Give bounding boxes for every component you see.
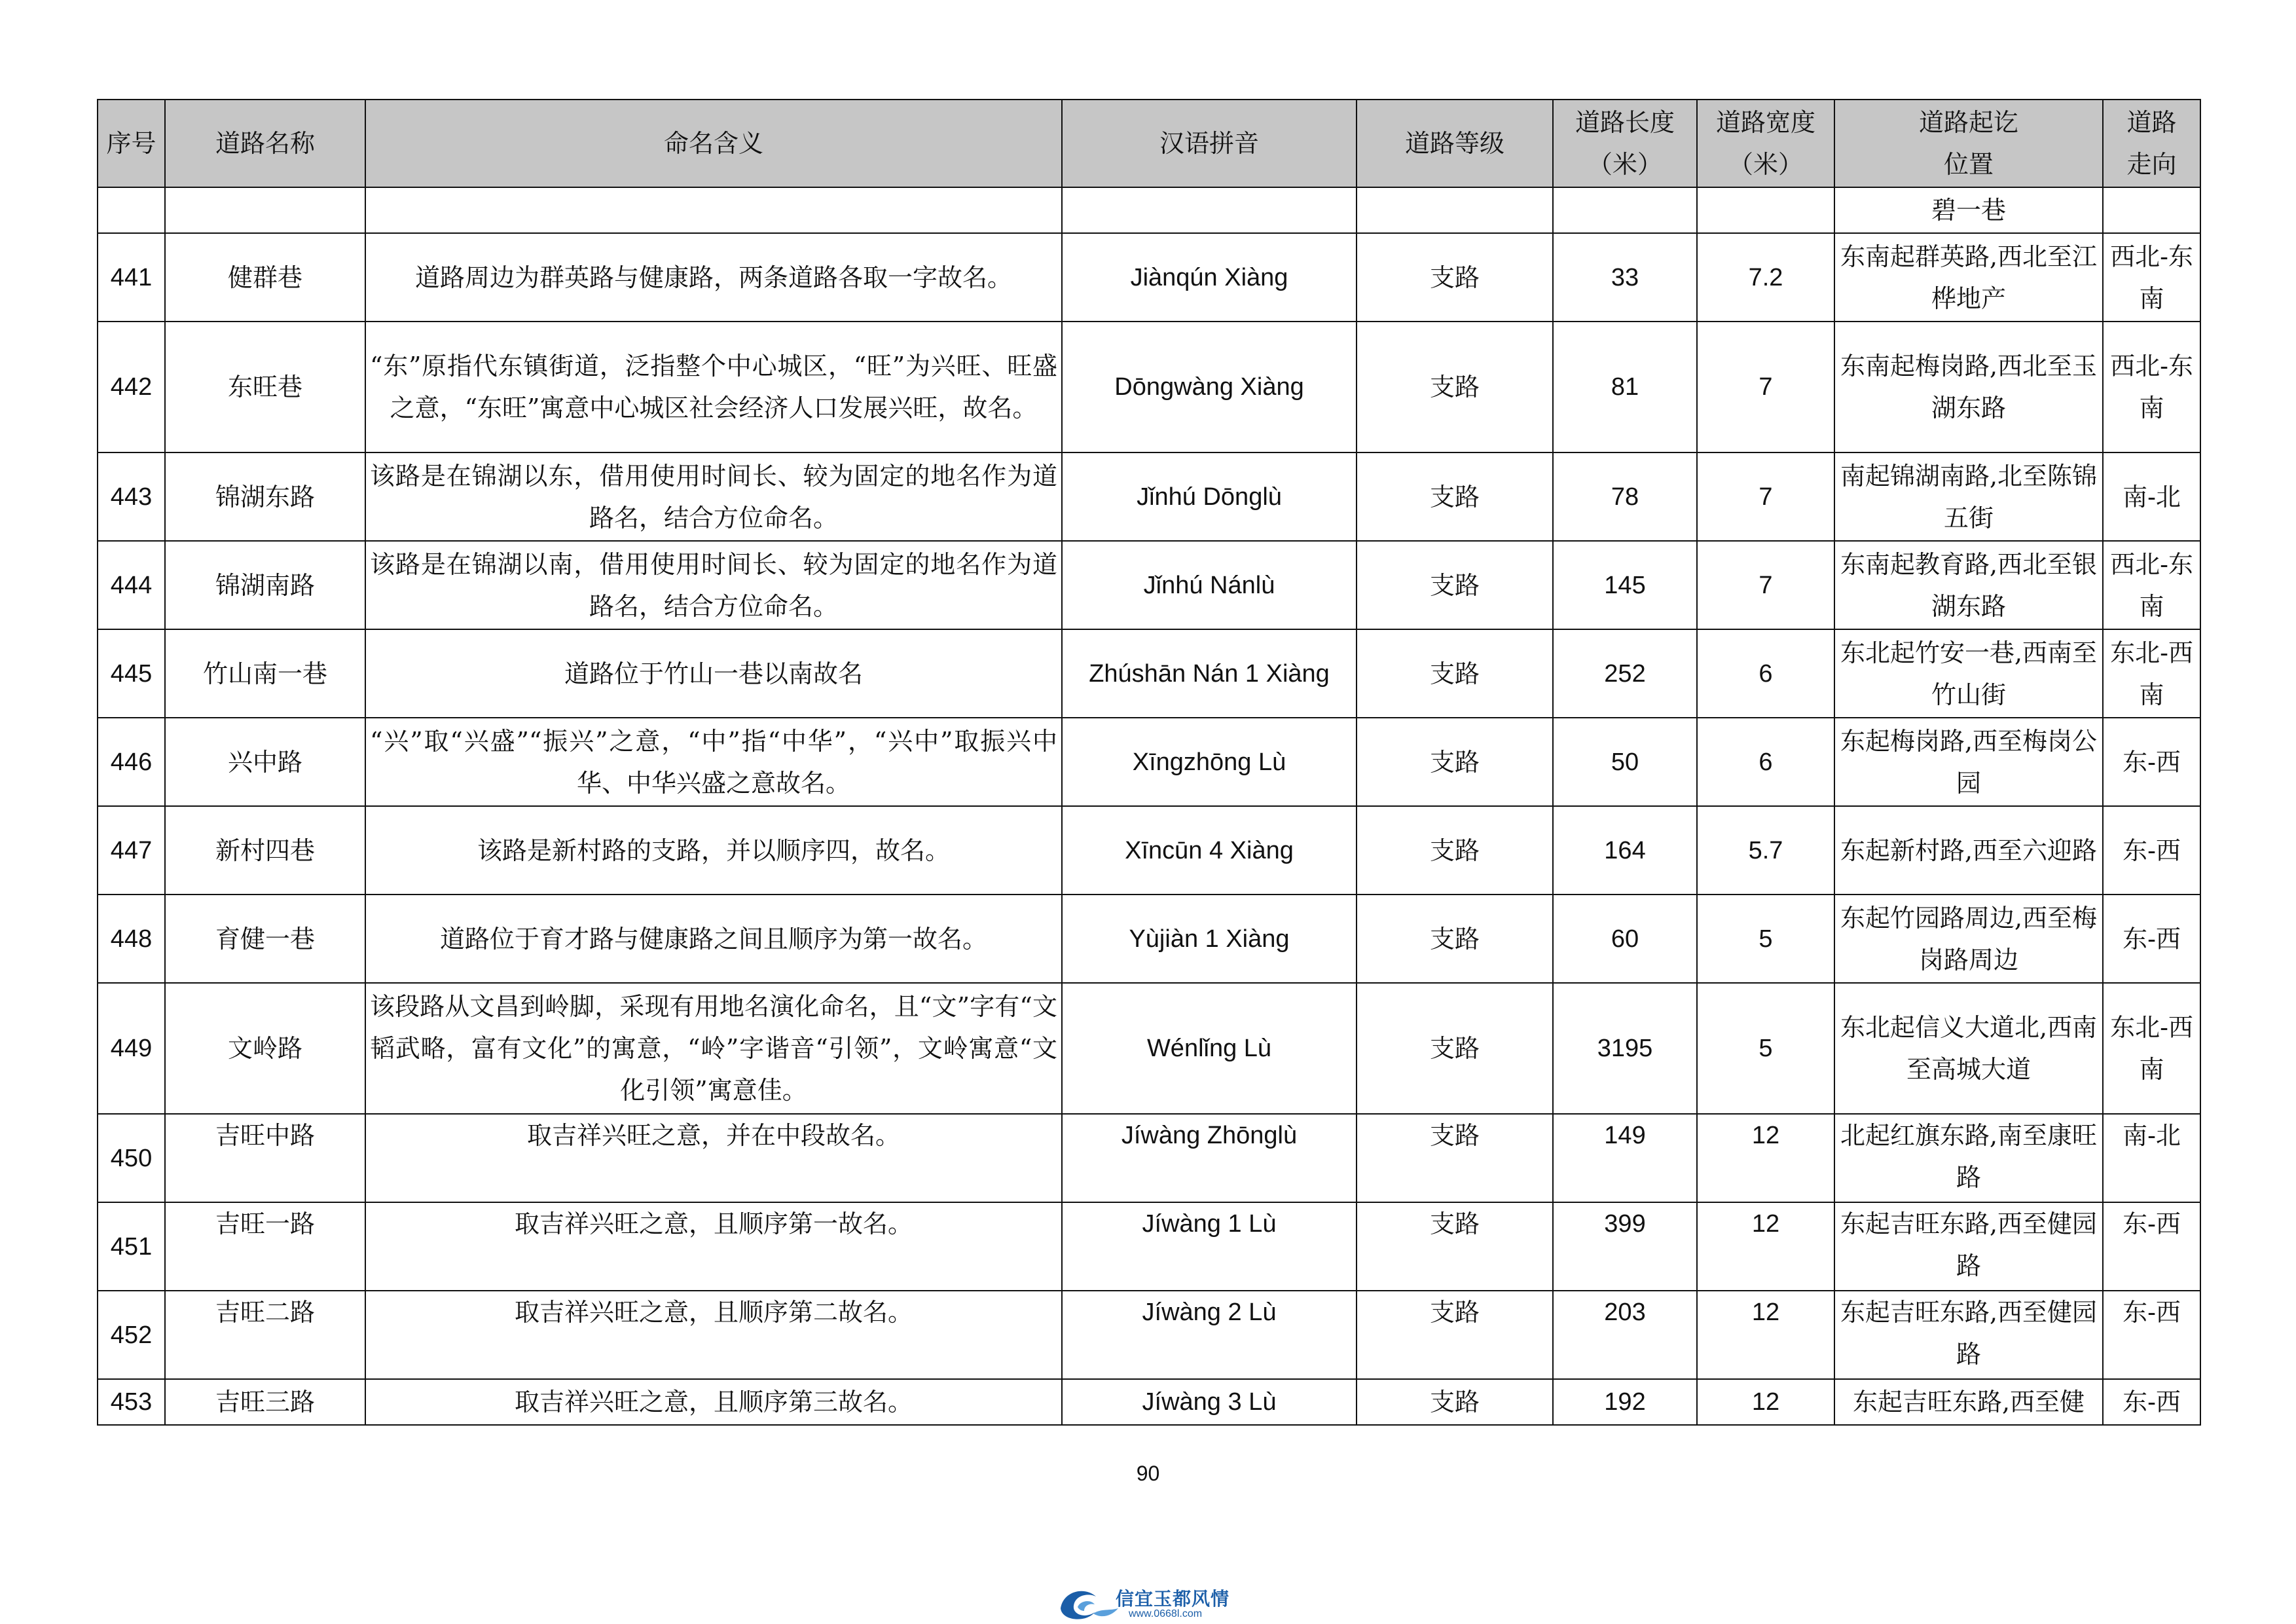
row-start-end: 东北起信义大道北,西南至高城大道	[1834, 983, 2103, 1114]
row-name: 育健一巷	[165, 895, 365, 983]
row-grade: 支路	[1357, 629, 1553, 718]
header-row	[98, 100, 2200, 187]
row-pinyin: Xīncūn 4 Xiàng	[1062, 806, 1357, 895]
header-meaning: 命名含义	[365, 100, 1062, 187]
table-cell	[165, 187, 365, 233]
row-grade: 支路	[1357, 233, 1553, 322]
row-grade: 支路	[1357, 1202, 1553, 1291]
continuation-start-cell: 碧一巷	[1834, 187, 2103, 233]
table-row	[98, 718, 2200, 806]
row-grade: 支路	[1357, 1114, 1553, 1202]
row-name: 锦湖东路	[165, 452, 365, 541]
row-start-end: 东南起群英路,西北至江桦地产	[1834, 233, 2103, 322]
table-row	[98, 452, 2200, 541]
row-grade: 支路	[1357, 1379, 1553, 1425]
row-pinyin: Jíwàng Zhōnglù	[1062, 1114, 1357, 1202]
row-width: 12	[1697, 1114, 1834, 1202]
header-direction	[2103, 100, 2200, 187]
row-start-end: 东南起教育路,西北至银湖东路	[1834, 541, 2103, 629]
row-index: 450	[98, 1114, 165, 1202]
table-row	[98, 1202, 2200, 1291]
row-pinyin: Zhúshān Nán 1 Xiàng	[1062, 629, 1357, 718]
header-grade: 道路等级	[1357, 100, 1553, 187]
row-direction: 东-西	[2103, 1379, 2200, 1425]
table-row	[98, 322, 2200, 452]
row-start-end: 东起梅岗路,西至梅岗公园	[1834, 718, 2103, 806]
row-meaning: 该路是在锦湖以东，借用使用时间长、较为固定的地名作为道路名，结合方位命名。	[365, 452, 1062, 541]
header-width-line2: （米）	[1728, 150, 1803, 179]
table-cell	[2103, 187, 2200, 233]
row-start-end: 东起吉旺东路,西至健	[1834, 1379, 2103, 1425]
row-index: 445	[98, 629, 165, 718]
header-length-line1: 道路长度	[1575, 108, 1675, 137]
row-grade: 支路	[1357, 452, 1553, 541]
row-width: 6	[1697, 629, 1834, 718]
row-length: 149	[1553, 1114, 1697, 1202]
row-width: 7	[1697, 322, 1834, 452]
row-width: 7.2	[1697, 233, 1834, 322]
row-width: 5.7	[1697, 806, 1834, 895]
logo-text: 信宜玉都风情	[1116, 1588, 1230, 1610]
row-start-end: 东起竹园路周边,西至梅岗路周边	[1834, 895, 2103, 983]
row-index: 446	[98, 718, 165, 806]
row-length: 192	[1553, 1379, 1697, 1425]
row-name: 吉旺中路	[165, 1114, 365, 1202]
row-direction: 东-西	[2103, 1202, 2200, 1291]
row-name: 东旺巷	[165, 322, 365, 452]
header-length-line2: （米）	[1587, 150, 1662, 179]
row-meaning: “兴”取“兴盛”“振兴”之意，“中”指“中华”，“兴中”取振兴中华、中华兴盛之意故名。	[365, 718, 1062, 806]
table-row	[98, 895, 2200, 983]
row-width: 6	[1697, 718, 1834, 806]
header-start-line2: 位置	[1943, 150, 1994, 179]
row-grade: 支路	[1357, 718, 1553, 806]
site-logo	[1055, 1582, 1245, 1624]
row-start-end: 东南起梅岗路,西北至玉湖东路	[1834, 322, 2103, 452]
row-pinyin: Dōngwàng Xiàng	[1062, 322, 1357, 452]
row-grade: 支路	[1357, 983, 1553, 1114]
row-length: 60	[1553, 895, 1697, 983]
table-cell	[98, 187, 165, 233]
row-name: 健群巷	[165, 233, 365, 322]
header-direction-line1: 道路	[2126, 108, 2177, 137]
row-pinyin: Jiànqún Xiàng	[1062, 233, 1357, 322]
row-name: 兴中路	[165, 718, 365, 806]
table-cell	[1062, 187, 1357, 233]
row-pinyin: Xīngzhōng Lù	[1062, 718, 1357, 806]
row-start-end: 东起新村路,西至六迎路	[1834, 806, 2103, 895]
row-direction: 南-北	[2103, 452, 2200, 541]
row-pinyin: Yùjiàn 1 Xiàng	[1062, 895, 1357, 983]
row-index: 449	[98, 983, 165, 1114]
wave-logo-icon	[1055, 1582, 1121, 1624]
row-meaning: 该路是新村路的支路，并以顺序四，故名。	[365, 806, 1062, 895]
row-width: 7	[1697, 452, 1834, 541]
row-index: 443	[98, 452, 165, 541]
row-name: 吉旺一路	[165, 1202, 365, 1291]
row-name: 吉旺二路	[165, 1291, 365, 1379]
header-start-line1: 道路起讫	[1918, 108, 2018, 137]
header-index: 序号	[98, 100, 165, 187]
row-width: 5	[1697, 895, 1834, 983]
header-direction-line2: 走向	[2126, 150, 2177, 179]
row-meaning: 该路是在锦湖以南，借用使用时间长、较为固定的地名作为道路名，结合方位命名。	[365, 541, 1062, 629]
row-meaning: 道路位于竹山一巷以南故名	[365, 629, 1062, 718]
row-direction: 东北-西南	[2103, 983, 2200, 1114]
row-meaning: 取吉祥兴旺之意，并在中段故名。	[365, 1114, 1062, 1202]
row-width: 5	[1697, 983, 1834, 1114]
row-meaning: 取吉祥兴旺之意，且顺序第三故名。	[365, 1379, 1062, 1425]
header-width	[1697, 100, 1834, 187]
row-start-end: 北起红旗东路,南至康旺路	[1834, 1114, 2103, 1202]
row-width: 12	[1697, 1202, 1834, 1291]
row-length: 33	[1553, 233, 1697, 322]
row-pinyin: Jíwàng 1 Lù	[1062, 1202, 1357, 1291]
row-pinyin: Wénlǐng Lù	[1062, 983, 1357, 1114]
page-number: 90	[1136, 1462, 1160, 1485]
table-row	[98, 233, 2200, 322]
continuation-row	[98, 187, 2200, 233]
row-direction: 东北-西南	[2103, 629, 2200, 718]
row-length: 81	[1553, 322, 1697, 452]
row-direction: 西北-东南	[2103, 322, 2200, 452]
row-meaning: 取吉祥兴旺之意，且顺序第二故名。	[365, 1291, 1062, 1379]
header-start-end	[1834, 100, 2103, 187]
row-length: 3195	[1553, 983, 1697, 1114]
table-cell	[1553, 187, 1697, 233]
row-meaning: 道路周边为群英路与健康路，两条道路各取一字故名。	[365, 233, 1062, 322]
row-direction: 西北-东南	[2103, 233, 2200, 322]
row-index: 452	[98, 1291, 165, 1379]
row-name: 文岭路	[165, 983, 365, 1114]
row-name: 吉旺三路	[165, 1379, 365, 1425]
row-direction: 东-西	[2103, 895, 2200, 983]
row-index: 447	[98, 806, 165, 895]
row-direction: 东-西	[2103, 718, 2200, 806]
header-pinyin: 汉语拼音	[1062, 100, 1357, 187]
row-length: 78	[1553, 452, 1697, 541]
row-grade: 支路	[1357, 895, 1553, 983]
table-row	[98, 1291, 2200, 1379]
row-pinyin: Jǐnhú Dōnglù	[1062, 452, 1357, 541]
row-start-end: 南起锦湖南路,北至陈锦五街	[1834, 452, 2103, 541]
row-direction: 西北-东南	[2103, 541, 2200, 629]
row-pinyin: Jíwàng 3 Lù	[1062, 1379, 1357, 1425]
row-pinyin: Jǐnhú Nánlù	[1062, 541, 1357, 629]
header-name: 道路名称	[165, 100, 365, 187]
row-meaning: 道路位于育才路与健康路之间且顺序为第一故名。	[365, 895, 1062, 983]
row-direction: 南-北	[2103, 1114, 2200, 1202]
row-index: 448	[98, 895, 165, 983]
table-row	[98, 629, 2200, 718]
road-naming-table	[97, 99, 2201, 1426]
table-row	[98, 983, 2200, 1114]
row-meaning: 该段路从文昌到岭脚，采现有用地名演化命名，且“文”字有“文韬武略，富有文化”的寓意，“岭”字谐音“引领”，文岭寓意“文化引领”寓意佳。	[365, 983, 1062, 1114]
row-index: 453	[98, 1379, 165, 1425]
row-index: 444	[98, 541, 165, 629]
table-row	[98, 541, 2200, 629]
row-index: 442	[98, 322, 165, 452]
row-meaning: 取吉祥兴旺之意，且顺序第一故名。	[365, 1202, 1062, 1291]
row-name: 竹山南一巷	[165, 629, 365, 718]
table-row	[98, 806, 2200, 895]
logo-url: www.0668l.com	[1129, 1608, 1203, 1619]
row-start-end: 东起吉旺东路,西至健园路	[1834, 1202, 2103, 1291]
table-row	[98, 1114, 2200, 1202]
table-cell	[1697, 187, 1834, 233]
row-meaning: “东”原指代东镇街道，泛指整个中心城区，“旺”为兴旺、旺盛之意，“东旺”寓意中心城区社会经济人口发展兴旺，故名。	[365, 322, 1062, 452]
row-start-end: 东北起竹安一巷,西南至竹山街	[1834, 629, 2103, 718]
header-width-line1: 道路宽度	[1715, 108, 1815, 137]
row-index: 451	[98, 1202, 165, 1291]
row-index: 441	[98, 233, 165, 322]
table-cell	[1357, 187, 1553, 233]
row-length: 399	[1553, 1202, 1697, 1291]
table-cell	[365, 187, 1062, 233]
row-width: 12	[1697, 1379, 1834, 1425]
row-direction: 东-西	[2103, 806, 2200, 895]
row-pinyin: Jíwàng 2 Lù	[1062, 1291, 1357, 1379]
row-length: 252	[1553, 629, 1697, 718]
row-grade: 支路	[1357, 322, 1553, 452]
table-row	[98, 1379, 2200, 1425]
row-width: 7	[1697, 541, 1834, 629]
row-grade: 支路	[1357, 806, 1553, 895]
row-length: 203	[1553, 1291, 1697, 1379]
row-length: 145	[1553, 541, 1697, 629]
row-length: 164	[1553, 806, 1697, 895]
row-length: 50	[1553, 718, 1697, 806]
row-name: 锦湖南路	[165, 541, 365, 629]
row-name: 新村四巷	[165, 806, 365, 895]
row-grade: 支路	[1357, 1291, 1553, 1379]
header-length	[1553, 100, 1697, 187]
row-direction: 东-西	[2103, 1291, 2200, 1379]
row-width: 12	[1697, 1291, 1834, 1379]
row-grade: 支路	[1357, 541, 1553, 629]
row-start-end: 东起吉旺东路,西至健园路	[1834, 1291, 2103, 1379]
